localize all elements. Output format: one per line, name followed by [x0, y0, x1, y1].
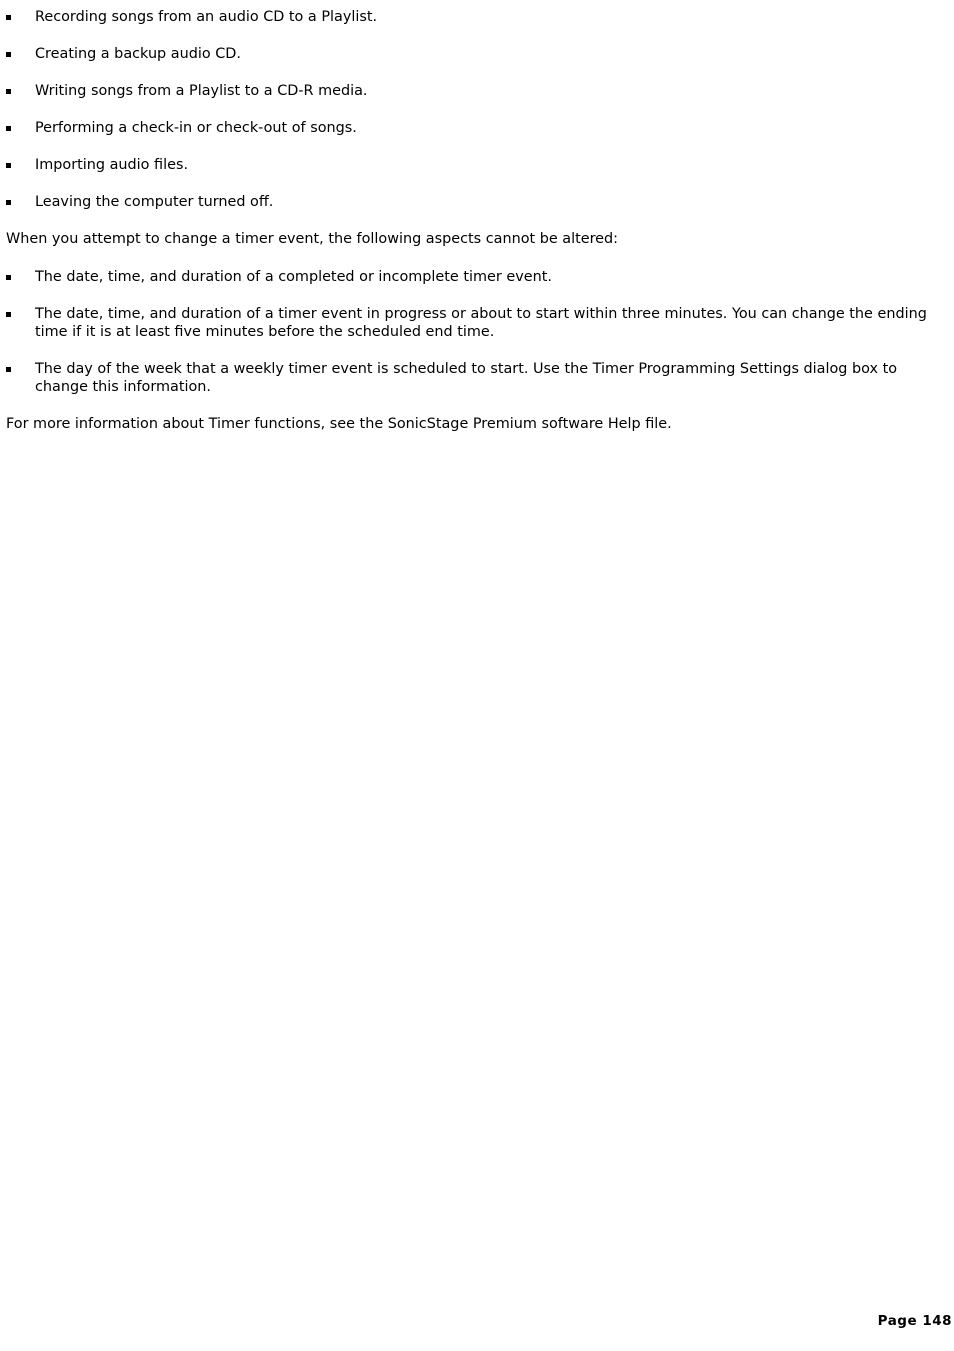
square-bullet-icon: [6, 15, 11, 20]
page-number: Page 148: [877, 1313, 952, 1329]
more-info-paragraph: For more information about Timer functions, see the SonicStage Premium software Help file.: [6, 416, 672, 432]
list-item: [6, 156, 936, 174]
square-bullet-icon: [6, 275, 11, 280]
list-item-text: The day of the week that a weekly timer event is scheduled to start. Use the Timer Programming Settings dialog box to change this information.: [35, 361, 898, 395]
list-item-text: Recording songs from an audio CD to a Playlist.: [35, 9, 378, 25]
list-item-text: The date, time, and duration of a timer event in progress or about to start within three minutes. You can change the ending time if it is at least five minutes before the scheduled end time.: [35, 306, 927, 340]
list-item: [6, 305, 936, 341]
document-body: [6, 8, 936, 453]
list-item-text: The date, time, and duration of a completed or incomplete timer event.: [35, 269, 552, 285]
list-item-text: Leaving the computer turned off.: [35, 194, 274, 210]
square-bullet-icon: [6, 367, 11, 372]
unalterable-aspects-list: [6, 268, 936, 396]
list-item: [6, 360, 936, 396]
list-item: [6, 193, 936, 211]
square-bullet-icon: [6, 89, 11, 94]
square-bullet-icon: [6, 52, 11, 57]
list-item: [6, 82, 936, 100]
restriction-list: [6, 8, 936, 211]
square-bullet-icon: [6, 126, 11, 131]
list-item: [6, 268, 936, 286]
list-item-text: Creating a backup audio CD.: [35, 46, 241, 62]
square-bullet-icon: [6, 200, 11, 205]
list-item: [6, 119, 936, 137]
list-item-text: Writing songs from a Playlist to a CD-R media.: [35, 83, 368, 99]
list-item: [6, 8, 936, 26]
list-item-text: Importing audio files.: [35, 157, 189, 173]
square-bullet-icon: [6, 163, 11, 168]
list-item-text: Performing a check-in or check-out of songs.: [35, 120, 357, 136]
square-bullet-icon: [6, 312, 11, 317]
list-item: [6, 45, 936, 63]
intro-paragraph: When you attempt to change a timer event, the following aspects cannot be altered:: [6, 231, 619, 247]
